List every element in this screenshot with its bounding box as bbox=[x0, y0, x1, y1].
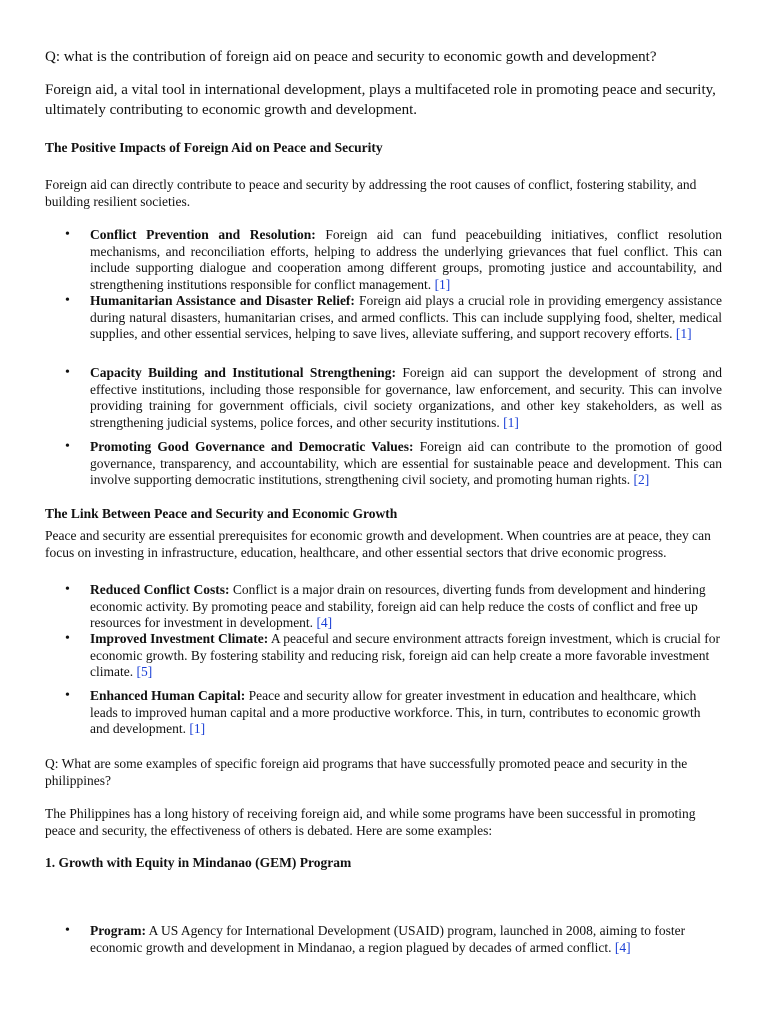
section-1-list-3 bbox=[45, 365, 722, 431]
citation-link[interactable]: [1] bbox=[434, 276, 451, 292]
item-text: Foreign aid can contribute to the promotion of good governance, transparency, and accountability, which are essential for sustainable peace and development. This can involve supporting democratic institutions, strengthening civil society, and promoting human rights. bbox=[90, 439, 722, 487]
answer-2-paragraph: The Philippines has a long history of receiving foreign aid, and while some programs have been successful in promoting peace and security, the effectiveness of others is debated. Here are some examples: bbox=[45, 806, 696, 838]
citation-link[interactable]: [4] bbox=[316, 615, 333, 630]
item-text: Foreign aid can fund peacebuilding initiatives, conflict resolution mechanisms, and reconciliation efforts, helping to address the underlying grievances that fuel conflict. This can include supporting dialogue and cooperation among different groups, promoting justice and accountability, and strengthening institutions responsible for conflict management. bbox=[90, 227, 722, 292]
item-title: Humanitarian Assistance and Disaster Relief: bbox=[90, 293, 355, 308]
section-1-paragraph: Foreign aid can directly contribute to peace and security by addressing the root causes of conflict, fostering stability, and building resilient societies. bbox=[45, 177, 697, 209]
item-title: Improved Investment Climate: bbox=[90, 631, 269, 646]
section-3-list bbox=[45, 923, 722, 956]
section-1-heading: The Positive Impacts of Foreign Aid on Peace and Security bbox=[45, 140, 383, 155]
list-item bbox=[45, 365, 722, 431]
section-3-heading: 1. Growth with Equity in Mindanao (GEM) Program bbox=[45, 855, 352, 870]
section-2-list-3 bbox=[45, 688, 722, 738]
list-item bbox=[45, 582, 722, 632]
list-item bbox=[45, 293, 722, 343]
item-text: Conflict is a major drain on resources, diverting funds from development and hindering economic activity. By promoting peace and stability, foreign aid can help reduce the costs of conflict and free up resources for investment in development. bbox=[90, 582, 706, 630]
section-2-paragraph: Peace and security are essential prerequisites for economic growth and development. When countries are at peace, they can focus on investing in infrastructure, education, healthcare, and other essential sectors that drive economic progress. bbox=[45, 528, 711, 560]
citation-link[interactable]: [1] bbox=[675, 326, 692, 341]
item-title: Promoting Good Governance and Democratic Values: bbox=[90, 439, 414, 454]
item-text: A US Agency for International Development (USAID) program, launched in 2008, aiming to foster economic growth and development in Mindanao, a region plagued by decades of armed conflict. bbox=[90, 923, 686, 955]
item-text: A peaceful and secure environment attracts foreign investment, which is crucial for economic growth. By fostering stability and reducing risk, foreign aid can help create a more favorable investment climate. bbox=[90, 631, 720, 679]
item-title: Reduced Conflict Costs: bbox=[90, 582, 230, 597]
list-item bbox=[45, 439, 722, 489]
list-item bbox=[45, 923, 722, 956]
item-title: Program: bbox=[90, 923, 146, 938]
citation-link[interactable]: [2] bbox=[633, 472, 650, 487]
item-text: Foreign aid plays a crucial role in providing emergency assistance during natural disasters, humanitarian crises, and armed conflicts. This can include supplying food, shelter, medical supplies, and other essential services, helping to save lives, alleviate suffering, and support recovery efforts. bbox=[90, 293, 723, 341]
citation-link[interactable]: [5] bbox=[136, 664, 153, 679]
section-1-list bbox=[45, 227, 722, 293]
section-2-heading: The Link Between Peace and Security and Economic Growth bbox=[45, 506, 398, 521]
item-title: Conflict Prevention and Resolution: bbox=[90, 227, 316, 242]
list-item bbox=[45, 631, 722, 681]
section-2-list bbox=[45, 582, 722, 632]
item-title: Capacity Building and Institutional Strengthening: bbox=[90, 365, 396, 380]
item-title: Enhanced Human Capital: bbox=[90, 688, 246, 703]
question-1: Q: what is the contribution of foreign aid on peace and security to economic gowth and development? bbox=[45, 49, 657, 65]
citation-link[interactable]: [4] bbox=[614, 939, 631, 955]
item-text: Peace and security allow for greater investment in education and healthcare, which leads to improved human capital and a more productive workforce. This, in turn, contributes to economic growth and development. bbox=[90, 688, 701, 736]
list-item bbox=[45, 227, 722, 293]
section-2-list-2 bbox=[45, 631, 722, 681]
intro-paragraph: Foreign aid, a vital tool in international development, plays a multifaceted role in promoting peace and security, ultimately contributing to economic growth and development. bbox=[45, 82, 716, 118]
citation-link[interactable]: [1] bbox=[189, 721, 206, 736]
list-item bbox=[45, 688, 722, 738]
question-2: Q: What are some examples of specific foreign aid programs that have successfully promoted peace and security in the philippines? bbox=[45, 756, 688, 788]
section-1-list-4 bbox=[45, 439, 722, 489]
citation-link[interactable]: [1] bbox=[503, 414, 519, 430]
section-1-list-2 bbox=[45, 293, 722, 343]
item-text: Foreign aid can support the development of strong and effective institutions, including those responsible for governance, law enforcement, and security. This can involve providing training for government officials, civil society organizations, and other key stakeholders, as well as strengthening judicial systems, police forces, and other security institutions. bbox=[90, 365, 722, 430]
